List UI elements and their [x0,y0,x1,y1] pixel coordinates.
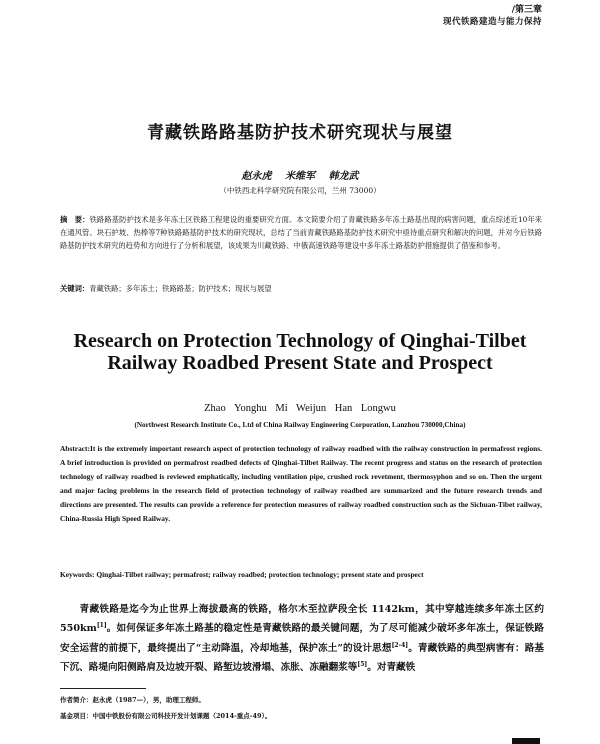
english-title-line2: Railway Roadbed Present State and Prospect [107,352,493,374]
footnote-fund: 基金项目：中国中铁股份有限公司科技开发计划课题（2014-重点-49）。 [60,712,272,720]
chinese-abstract-text: 铁路路基防护技术是多年冻土区铁路工程建设的重要研究方面。本文简要介绍了青藏铁路多年冻土路基出现的病害问题，重点综述近10年来在通风管、块石护坡、热棒等7种铁路路基防护技术的研究现状，总结了当前青藏铁路路基防护技术研究中亟待重点研究和解决的问题，并对今后铁路路基防护技术研究的趋势和方向进行了分析和展望，该成果为川藏铁路、中俄高速铁路等建设中多年冻土路基防护措施提供了借鉴和参考。 [60,215,543,251]
chinese-keywords [60,283,542,295]
english-title [0,330,600,374]
english-abstract [60,442,542,526]
body-text-part3: 。青藏铁路的典型病害有：路基下沉、路堤向阳侧路肩及边坡开裂、路堑边坡滑塌、冻胀、冻融翻浆等 [60,642,544,674]
citation-5: [5] [357,661,368,669]
english-keywords-label: Keywords: [60,570,95,579]
chinese-authors: 赵永虎 米维军 韩龙武 [241,171,359,182]
chinese-abstract [60,213,542,253]
body-paragraph [60,600,544,678]
english-title-line1: Research on Protection Technology of Qinghai-Tilbet [73,330,527,352]
body-text-part4: 。对青藏铁 [367,662,416,674]
footnote-author-bio: 作者简介：赵永虎（1987—），男，助理工程师。 [60,696,205,704]
english-authors: Zhao Yonghu Mi Weijun Han Longwu [204,403,396,414]
english-abstract-text: It is the extremely important research aspect of protection technology of railway roadbed with the railway construction in permafrost regions. A brief introduction is provided on permafrost roadbed defects of Qinghai-Tilbet Railway. The recent progress and status on the research of protection technology of railway roadbed is reviewed emphatically, including ventilation pipe, crushed rock revetment, thermosyphon and so on. Then the urgent and major facing problems in the research field of protection technology of railway roadbed are summarized and the future research trends and directions are presented. The results can provide a reference for protection measures of railway roadbed construction such as the Sichuan-Tibet railway, China-Russia High Speed Railway. [60,444,542,523]
chinese-keywords-text: 青藏铁路；多年冻土；铁路路基；防护技术；现状与展望 [89,284,272,293]
chinese-abstract-label: 摘 要： [60,215,90,224]
footnote-divider [60,688,146,689]
body-text-part1: 青藏铁路是迄今为止世界上海拔最高的铁路，格尔木至拉萨段全长 1142km，其中穿越连续多年冻土区约 550km [60,604,544,635]
english-keywords [60,569,542,581]
chinese-affiliation: （中铁西北科学研究院有限公司，兰州 73000） [219,186,381,195]
header-column: 现代铁路建造与能力保持 [442,17,542,27]
page-number-mark [512,738,540,744]
citation-1: [1] [96,622,107,630]
citation-2-4: [2-4] [391,641,409,649]
header-section: /第三章 [511,5,542,15]
english-affiliation: (Northwest Research Institute Co., Ltd of China Railway Engineering Corporation, Lanzhou 730000,China) [134,421,466,429]
english-keywords-text: Qinghai-Tilbet railway; permafrost; railway roadbed; protection technology; present state and prospect [96,570,424,579]
english-abstract-label: Abstract: [60,444,90,453]
running-header [443,4,542,28]
chinese-keywords-label: 关键词： [60,284,90,293]
body-text-part2: 。如何保证多年冻土路基的稳定性是青藏铁路的最关键问题，为了尽可能减少破坏多年冻土，保证铁路安全运营的前提下，最终提出了“主动降温，冷却地基，保护冻土”的设计思想 [60,623,544,654]
chinese-title: 青藏铁路路基防护技术研究现状与展望 [147,123,453,143]
